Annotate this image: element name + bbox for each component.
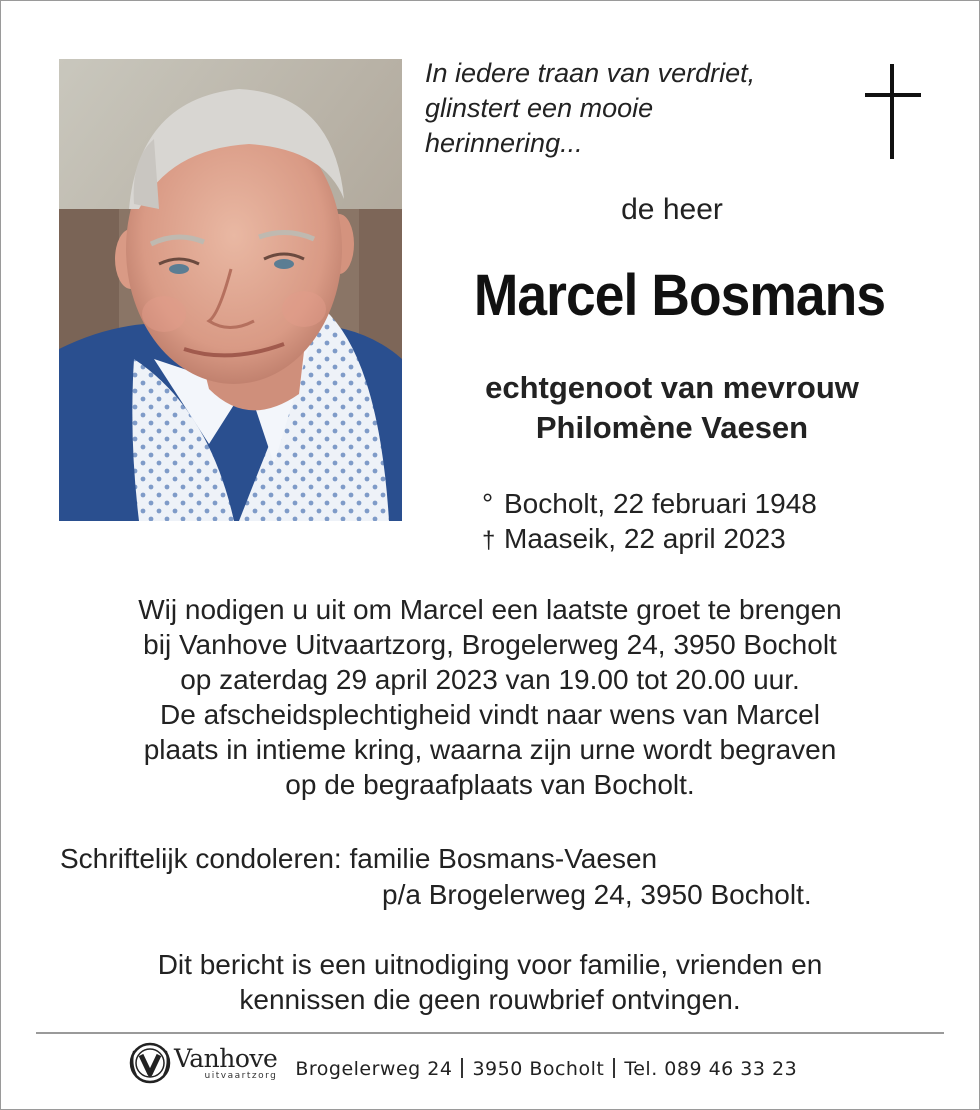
invitation-line: op zaterdag 29 april 2023 van 19.00 tot 20.00 uur. (180, 664, 800, 695)
cross-icon (865, 64, 921, 159)
contact-info (295, 1046, 797, 1080)
spouse-line: echtgenoot van mevrouw (485, 370, 859, 405)
dagger-icon: † (482, 527, 496, 554)
portrait-photo (59, 59, 402, 521)
deceased-name: Marcel Bosmans (473, 263, 886, 328)
logo-name: Vanhove (174, 1043, 278, 1073)
invitation-line: plaats in intieme kring, waarna zijn urne wordt begraven (143, 734, 837, 765)
condolence-line: Schriftelijk condoleren: familie Bosmans-Vaesen (60, 843, 658, 874)
memorial-quote (425, 56, 755, 161)
life-dates (482, 486, 817, 558)
honorific-title: de heer (621, 193, 723, 226)
footer-city: 3950 Bocholt (472, 1058, 605, 1080)
birth-date: Bocholt, 22 februari 1948 (504, 488, 817, 519)
spouse-name: Philomène Vaesen (535, 410, 809, 445)
separator (613, 1058, 615, 1078)
vanhove-logo (128, 1041, 277, 1085)
spouse-info (402, 368, 942, 448)
invitation-line: bij Vanhove Uitvaartzorg, Brogelerweg 24, 3950 Bocholt (143, 629, 837, 660)
funeral-home-footer (128, 1040, 797, 1086)
quote-line: glinstert een mooie (425, 93, 654, 123)
death-row (482, 521, 817, 558)
invitation-text (20, 592, 960, 802)
footer-address: Brogelerweg 24 (295, 1058, 453, 1080)
condolence-line: p/a Brogelerweg 24, 3950 Bocholt. (382, 879, 812, 910)
birth-row (482, 486, 817, 521)
invitation-line: op de begraafplaats van Bocholt. (285, 769, 695, 800)
birth-symbol: ° (482, 488, 494, 519)
vanhove-logo-icon (128, 1041, 172, 1085)
quote-line: herinnering... (425, 128, 583, 158)
notice-line: kennissen die geen rouwbrief ontvingen. (239, 984, 741, 1015)
separator (461, 1058, 463, 1078)
invitation-line: De afscheidsplechtigheid vindt naar wens van Marcel (160, 699, 820, 730)
notice-text (0, 947, 980, 1017)
quote-line: In iedere traan van verdriet, (425, 58, 756, 88)
condolence-address (60, 841, 812, 913)
notice-line: Dit bericht is een uitnodiging voor familie, vrienden en (157, 949, 823, 980)
footer-divider (36, 1032, 944, 1034)
invitation-line: Wij nodigen u uit om Marcel een laatste groet te brengen (138, 594, 842, 625)
logo-subtitle: uitvaartzorg (204, 1070, 278, 1081)
footer-phone: Tel. 089 46 33 23 (624, 1058, 798, 1080)
death-date: Maaseik, 22 april 2023 (504, 523, 786, 554)
